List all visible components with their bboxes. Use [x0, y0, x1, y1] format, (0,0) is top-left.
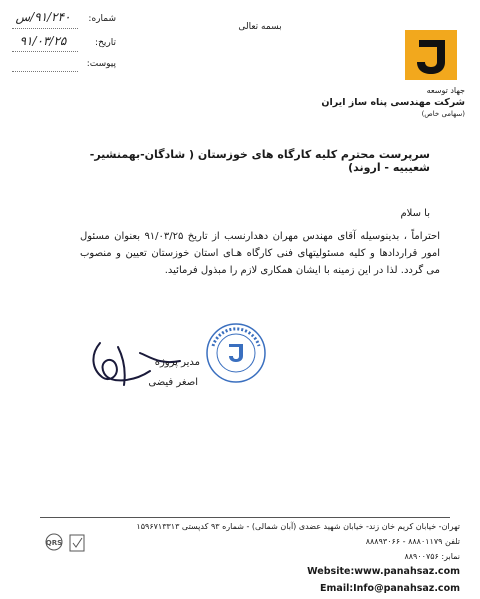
company-name	[300, 97, 465, 119]
footer-fax: نمابر: ۸۸۹۰۰۷۵۶	[404, 552, 460, 561]
letter-body: احتراماً ، بدینوسیله آقای مهندس مهران دهدارنسب از تاریخ ۹۱/۰۳/۲۵ بعنوان مسئول امور قراردادها و کلیه مسئولیتهای فنی کارگاه هـای استان خوزستان تعیین و منصوب می گردد. لذا در این زمینه با ایشان همکاری لازم را مبذول فرمائید.	[80, 231, 441, 276]
certification-logo	[40, 520, 100, 560]
footer-website: Website:www.panahsaz.com	[307, 566, 460, 577]
logo-mark-icon	[405, 30, 457, 80]
date-line	[12, 51, 78, 52]
addressee: سرپرست محترم کلیه کارگاه های خوزستان ( شادگان-بهمنشیر-شعیبیه - اروند)	[89, 148, 430, 174]
signature-name: اصغر فیضی	[148, 377, 198, 388]
company-stamp	[205, 322, 267, 384]
number-line	[12, 28, 78, 29]
company-logo	[405, 30, 457, 80]
footer-divider	[40, 517, 450, 518]
company-subtitle: جهاد توسعه	[426, 86, 465, 95]
footer-address: تهران- خیابان کریم خان زند- خیابان شهید عضدی (آبان شمالی) - شماره ۹۳ کدپستی ۱۵۹۶۷۱۳۳۱۳	[136, 522, 460, 531]
attachment-label: پیوست:	[86, 59, 116, 69]
company-name-text: شرکت مهندسی پناه ساز ایران	[321, 97, 465, 108]
attachment-line	[12, 71, 78, 72]
svg-text:QRS: QRS	[45, 539, 63, 547]
greeting: با سلام	[400, 208, 430, 219]
date-value: ۹۱/۰۳/۲۵	[19, 34, 67, 48]
number-label: شماره:	[88, 14, 116, 24]
number-value: ۹۱/۲۴۰/س	[15, 10, 71, 24]
date-label: تاریخ:	[95, 38, 116, 48]
footer-email: Email:Info@panahsaz.com	[320, 583, 460, 594]
company-type: (سهامی خاص)	[421, 110, 465, 118]
footer-phone: تلفن ۸۸۸۰۱۱۷۹ - ۸۸۸۹۳۰۶۶	[365, 537, 460, 546]
basmala: بسمه تعالی	[238, 22, 282, 32]
signature-title: مدیر پروژه	[154, 357, 200, 368]
